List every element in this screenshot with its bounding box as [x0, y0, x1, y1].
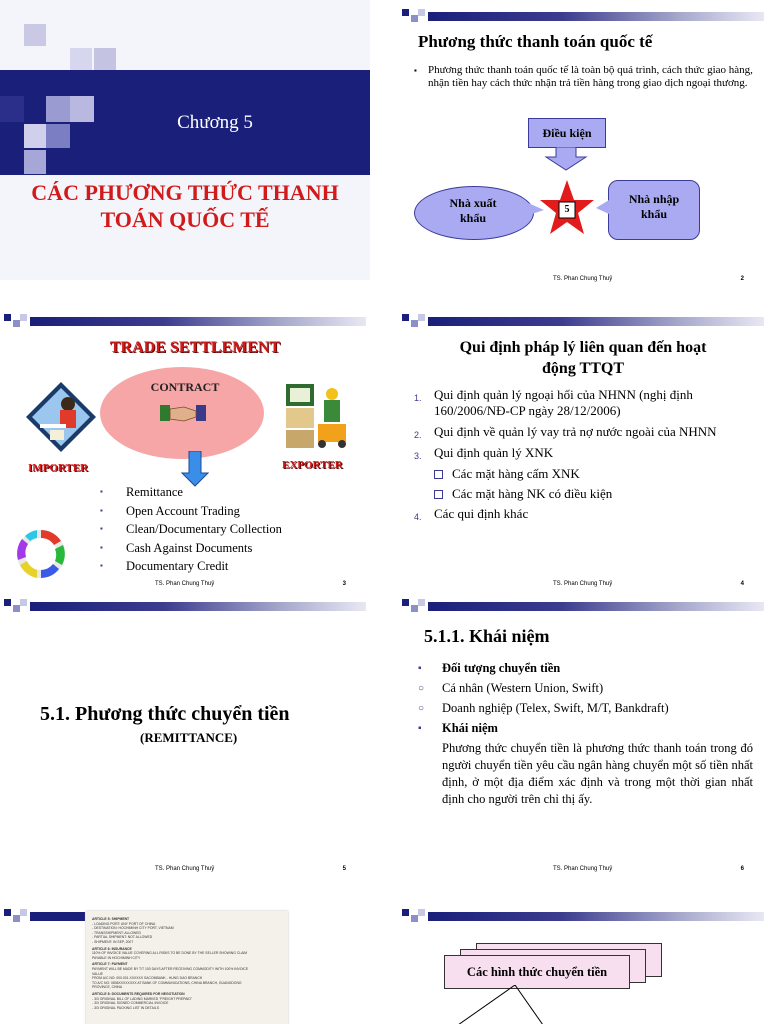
document-line: - PARTIAL SHIPMENT: NOT ALLOWED [92, 935, 153, 940]
list-item-text: Qui định về quản lý vay trả nợ nước ngoài của NHNN [434, 424, 717, 439]
deco-square [46, 96, 70, 122]
list-item-text: Remittance [126, 485, 183, 499]
document-line: ARTICLE 7: PAYMENT [92, 962, 128, 967]
footer-author: TS. Phan Chung Thuỷ [553, 866, 613, 872]
slide-6 [398, 590, 768, 880]
list-item-text: Qui định quản lý ngoại hối của NHNN (nghị định 160/2006/NĐ-CP ngày 28/12/2006) [434, 387, 693, 418]
chapter-title-line1: CÁC PHƯƠNG THỨC THANH [31, 180, 339, 205]
chapter-title-line2: TOÁN QUỐC TẾ [100, 207, 270, 232]
document-line: FROM A/C NO: 000.001.XXXXXX SACOMBANK - HUNG DAO BRANCH [92, 976, 203, 981]
settlement-list [100, 483, 320, 576]
page-number: 4 [740, 581, 744, 587]
contract-label: CONTRACT [150, 380, 220, 394]
slide-8 [398, 895, 768, 1024]
list-item-text: Documentary Credit [126, 559, 229, 573]
list-item [414, 506, 764, 522]
list-item [414, 445, 764, 461]
bullet-icon: ▪ [414, 66, 417, 75]
bullet-icon: ▪ [100, 561, 103, 570]
document-line: - 3/3 ORIGINAL PACKING LIST IN DETAILS [92, 1005, 159, 1010]
document-line: - TRANSSHIPMENT: ALLOWED [92, 930, 141, 935]
document-line: PAYMENT WILL BE MADE BY T/T 100 DAYS AFTER RECEIVING COMMODITY WITH 100% INVOICE [92, 966, 249, 971]
deco-square [24, 124, 46, 148]
document-line: ARTICLE 8: DOCUMENTS REQUIRED FOR NEGOTIATION [92, 991, 185, 996]
footer-author: TS. Phan Chung Thuỷ [553, 581, 613, 587]
sub-list-item-text: Các mặt hàng NK có điều kiện [452, 486, 613, 501]
circle-bullet-icon: ○ [418, 703, 425, 714]
header-square [411, 15, 418, 22]
list-item-text: Open Account Trading [126, 503, 240, 518]
importer-label [614, 192, 694, 222]
circle-bullet-icon: ○ [418, 683, 425, 694]
page-number: 2 [740, 276, 744, 282]
item-number: 3. [414, 451, 422, 461]
list-item [100, 520, 320, 539]
scanned-contract-document [86, 911, 288, 1024]
slide-title: 5.1.1. Khái niệm [424, 626, 550, 646]
list-item-text: Đối tượng chuyển tiền [442, 661, 561, 675]
document-line: - DESTINATION: HOCHIMINH CITY PORT, VIETNAM [92, 926, 174, 931]
trade-settlement-title: TRADE SETTLEMENT [109, 339, 281, 356]
item-number: 4. [414, 512, 422, 522]
header-square [13, 915, 20, 922]
header-bar [30, 602, 366, 611]
header-square [4, 314, 11, 321]
condition-box: Điều kiện [528, 118, 606, 148]
item-number: 1. [414, 393, 422, 403]
bullet-icon: ▪ [418, 663, 422, 674]
slide-title: Phương thức thanh toán quốc tế [418, 32, 653, 51]
deco-square [70, 48, 92, 70]
header-square [402, 599, 409, 606]
list-item [100, 557, 320, 576]
list-item-text: Khái niệm [442, 721, 498, 735]
list-item [100, 539, 320, 558]
bullet-text [414, 64, 754, 90]
document-line: ARTICLE 6: INSURANCE [92, 946, 132, 951]
remittance-types-box: Các hình thức chuyển tiền [444, 955, 630, 989]
slide-7 [0, 895, 370, 1024]
list-item [414, 424, 764, 440]
slide-title-line1: Qui định pháp lý liên quan đến hoạt [459, 339, 707, 356]
down-arrow-icon [544, 147, 588, 171]
bullet-body: Phương thức thanh toán quốc tế là toàn bộ quá trình, cách thức giao hàng, nhận tiền hay cách thức nhận trả tiền hàng trong giao dịch ngoại thương. [428, 64, 753, 89]
deco-square [0, 96, 24, 122]
header-bar [428, 912, 764, 921]
slide-title-line2: động TTQT [542, 360, 624, 377]
section-title: 5.1. Phương thức chuyển tiền [40, 703, 290, 725]
section-subtitle: (REMITTANCE) [140, 730, 238, 745]
list-item [414, 387, 764, 419]
header-square [20, 599, 27, 606]
list-item [418, 660, 753, 677]
exporter-label [438, 196, 508, 226]
list-item-text: Doanh nghiệp (Telex, Swift, M/T, Bankdraft) [442, 701, 669, 715]
deco-square [24, 24, 46, 46]
header-square [411, 915, 418, 922]
bullet-icon: ▪ [100, 505, 103, 515]
list-item-text: Cash Against Documents [126, 540, 253, 555]
header-square [402, 9, 409, 16]
list-item-text: Clean/Documentary Collection [126, 522, 282, 536]
slide-2 [398, 0, 768, 290]
sub-list-item-text: Các mặt hàng cấm XNK [452, 466, 580, 481]
cycle-arrows-icon [14, 527, 68, 581]
footer-author: TS. Phan Chung Thuỷ [553, 276, 613, 282]
document-line: - 3/3 ORIGINAL BILL OF LADING MARKED "FREIGHT PREPAID" [92, 996, 193, 1001]
header-square [4, 909, 11, 916]
page-number: 3 [342, 581, 346, 587]
list-item-text: Qui định quản lý XNK [434, 445, 554, 460]
sub-list-item [414, 466, 764, 482]
deco-square [94, 48, 116, 70]
list-item [418, 700, 753, 717]
connector-lines [458, 985, 578, 1024]
star-number: 5 [564, 204, 570, 215]
footer-author: TS. Phan Chung Thuỷ [155, 866, 215, 872]
header-square [13, 320, 20, 327]
slide-4 [398, 305, 768, 595]
list-item-text: Cá nhân (Western Union, Swift) [442, 681, 604, 695]
header-square [411, 605, 418, 612]
importer-label: IMPORTER [28, 462, 89, 474]
bullet-icon: ▪ [100, 542, 103, 552]
header-square [418, 9, 425, 16]
footer-author: TS. Phan Chung Thuỷ [155, 581, 215, 587]
document-line: - 3/3 ORIGINAL SIGNED COMMERCIAL INVOICE [92, 1001, 169, 1006]
header-bar [30, 912, 85, 921]
document-line: - LOADING PORT: ANY PORT OF CHINA [92, 921, 156, 926]
slide-3 [0, 305, 370, 595]
slide-5 [0, 590, 370, 880]
regulation-list [414, 387, 764, 527]
header-bar [428, 602, 764, 611]
document-line: 110% OF INVOICE VALUE COVERING ALL RISKS TO BE DONE BY THE SELLER SHOWING CLAIM [92, 951, 248, 956]
header-bar [428, 12, 764, 21]
definition-paragraph: Phương thức chuyển tiền là phương thức thanh toán trong đó người chuyển tiền yêu cầu ngân hàng chuyển một số tiền nhất định, ở một địa điểm xác định và trong một thời gian nhất định cho người trên chỉ thị ấy. [442, 741, 753, 806]
down-arrow-icon [181, 451, 209, 487]
header-square [418, 599, 425, 606]
importer-label-line2: khẩu [640, 207, 668, 221]
document-line: PROVINCE, CHINA [92, 985, 123, 990]
header-square [402, 314, 409, 321]
chapter-label: Chương 5 [177, 112, 253, 133]
document-line: - SHIPMENT: IN SEP, 2007 [92, 939, 134, 944]
header-bar [30, 317, 366, 326]
deco-square [70, 96, 94, 122]
list-item [418, 720, 753, 737]
header-square [411, 320, 418, 327]
deco-square [46, 124, 70, 148]
page-number: 6 [740, 866, 744, 872]
sub-list-item [414, 486, 764, 502]
bubble-tail [596, 200, 610, 216]
header-square [418, 314, 425, 321]
importer-figure-icon [24, 380, 98, 454]
header-square [20, 314, 27, 321]
page-number: 5 [342, 866, 346, 872]
bullet-icon: ▪ [100, 487, 103, 496]
header-square [418, 909, 425, 916]
exporter-label-line1: Nhà xuất [449, 196, 497, 210]
exporter-figure-icon [284, 380, 350, 450]
list-item [100, 483, 320, 502]
header-square [20, 909, 27, 916]
exporter-label: EXPORTER [282, 459, 343, 471]
exporter-label-line2: khẩu [459, 211, 487, 225]
item-number: 2. [414, 430, 422, 440]
document-line: ARTICLE 5: SHIPMENT [92, 917, 130, 921]
bullet-icon: ▪ [418, 723, 422, 734]
slide-title [398, 337, 768, 379]
importer-label-line1: Nhà nhập [628, 192, 680, 206]
deco-square [24, 150, 46, 174]
bullet-icon: ▪ [100, 524, 103, 533]
document-line: TO A/C NO: 0836XXXXXXXX AT BANK OF COMMUNICATIONS, CHINA BRANCH, GUANGDONG [92, 980, 242, 985]
header-square [4, 599, 11, 606]
handshake-icon [160, 401, 206, 427]
document-line: VALUE [92, 971, 103, 976]
slide-1 [0, 0, 370, 290]
document-text [92, 917, 282, 1010]
list-item [418, 680, 753, 697]
concept-list [418, 660, 753, 808]
list-item [100, 502, 320, 521]
header-square [402, 909, 409, 916]
list-item-text: Các qui định khác [434, 506, 529, 521]
header-square [13, 605, 20, 612]
document-line: PAYABLE IN HOCHIMINH CITY [92, 955, 141, 960]
checkbox-square-icon [434, 470, 443, 479]
header-bar [428, 317, 764, 326]
checkbox-square-icon [434, 490, 443, 499]
